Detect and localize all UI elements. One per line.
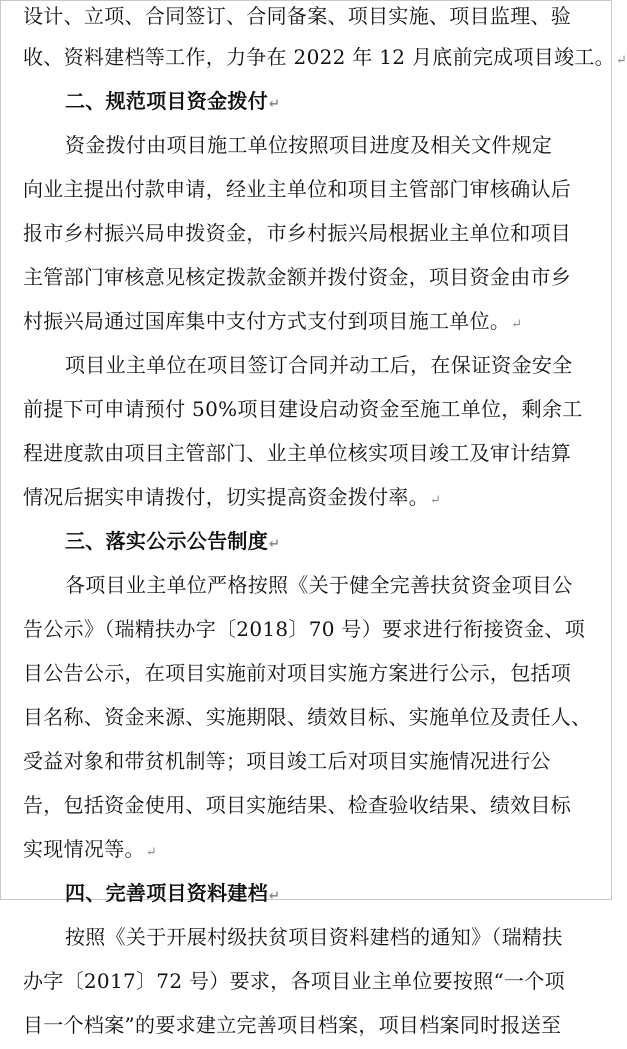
- line-text: 受益对象和带贫机制等；项目竣工后对项目实施情况进行公: [23, 749, 551, 773]
- line-text: 办字〔2017〕72 号）要求，各项目业主单位要按照“一个项: [23, 969, 565, 993]
- text-line: [23, 477, 591, 521]
- line-text: 程进度款由项目主管部门、业主单位核实项目竣工及审计结算: [23, 441, 572, 465]
- line-text: 告，包括资金使用、项目实施结果、检查验收结果、绩效目标: [23, 793, 572, 817]
- text-line: [23, 301, 591, 345]
- line-text: 设计、立项、合同签订、合同备案、项目实施、项目监理、验: [23, 4, 572, 28]
- text-line: [23, 565, 591, 609]
- text-line: [23, 917, 591, 961]
- section-heading: [23, 521, 591, 565]
- line-text: 报市乡村振兴局申拨资金，市乡村振兴局根据业主单位和项目: [23, 221, 572, 245]
- text-line: [23, 389, 591, 433]
- line-text: 告公示》（瑞精扶办字〔2018〕70 号）要求进行衔接资金、项: [23, 617, 586, 641]
- line-text: 资金拨付由项目施工单位按照项目进度及相关文件规定: [65, 133, 553, 157]
- text-line: [23, 37, 627, 81]
- paragraph-mark: ↵: [615, 53, 627, 68]
- text-line: [23, 213, 591, 257]
- text-line: [23, 433, 591, 477]
- line-text: 向业主提出付款申请，经业主单位和项目主管部门审核确认后: [23, 177, 572, 201]
- section-heading: [23, 81, 591, 125]
- line-text: 前提下可申请预付 50%项目建设启动资金至施工单位，剩余工: [23, 397, 583, 421]
- line-text: 收、资料建档等工作，力争在 2022 年 12 月底前完成项目竣工。: [23, 45, 615, 69]
- document-body: [23, 1, 627, 1049]
- text-line: [23, 829, 591, 873]
- text-line: [23, 961, 591, 1005]
- line-text: 目公告公示，在项目实施前对项目实施方案进行公示，包括项: [23, 661, 572, 685]
- text-line: [23, 257, 591, 301]
- text-line: [23, 125, 591, 169]
- line-text: 实现情况等。: [23, 837, 145, 861]
- text-line: [23, 785, 591, 829]
- line-text: 二、规范项目资金拨付: [65, 89, 268, 113]
- paragraph-mark: ↵: [269, 889, 281, 904]
- paragraph-mark: ↵: [269, 537, 281, 552]
- section-heading: [23, 873, 591, 917]
- paragraph-mark: ↵: [511, 317, 523, 332]
- line-text: 目一个档案”的要求建立完善项目档案，项目档案同时报送至: [23, 1013, 562, 1037]
- line-text: 四、完善项目资料建档: [65, 881, 268, 905]
- text-line: [23, 345, 591, 389]
- line-text: 村振兴局通过国库集中支付方式支付到项目施工单位。: [23, 309, 511, 333]
- line-text: 各项目业主单位严格按照《关于健全完善扶贫资金项目公: [65, 573, 573, 597]
- line-text: 目名称、资金来源、实施期限、绩效目标、实施单位及责任人、: [23, 705, 592, 729]
- text-line: [23, 1, 591, 37]
- line-text: 项目业主单位在项目签订合同并动工后，在保证资金安全: [65, 353, 573, 377]
- paragraph-mark: ↵: [269, 97, 281, 112]
- paragraph-mark: ↵: [430, 493, 442, 508]
- line-text: 情况后据实申请拨付，切实提高资金拨付率。: [23, 485, 429, 509]
- text-line: [23, 741, 591, 785]
- text-line: [23, 1005, 591, 1049]
- line-text: 按照《关于开展村级扶贫项目资料建档的通知》（瑞精扶: [65, 925, 563, 949]
- text-line: [23, 653, 591, 697]
- paragraph-mark: ↵: [145, 845, 158, 860]
- line-text: 主管部门审核意见核定拨款金额并拨付资金，项目资金由市乡: [23, 265, 572, 289]
- line-text: 三、落实公示公告制度: [65, 529, 268, 553]
- text-line: [23, 169, 591, 213]
- text-line: [23, 697, 591, 741]
- text-line: [23, 609, 591, 653]
